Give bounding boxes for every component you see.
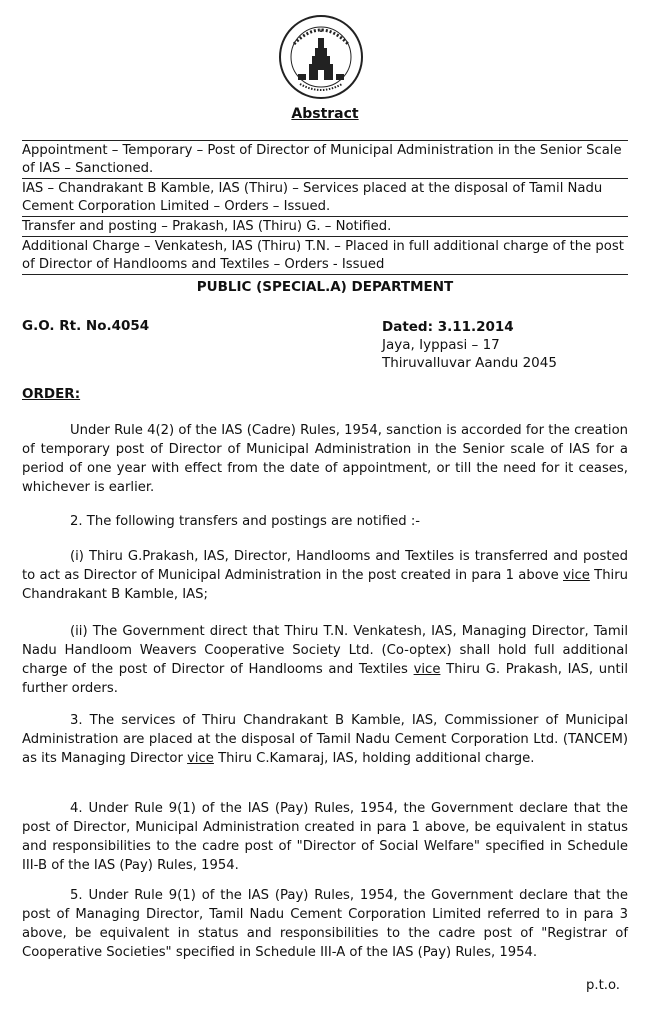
order-paragraph-5: 5. Under Rule 9(1) of the IAS (Pay) Rules, 1954, the Government declare that the post of Managing Director, Tamil Nadu Cement Corporation Limited referred to in para 3 above, be equivalent in status and responsibilities to the cadre post of "Registrar of Cooperative Societies" specified in Schedule III-A of the IAS (Pay) Rules, 1954.	[22, 888, 628, 960]
para-text: (ii) The Government direct that Thiru T.N. Venkatesh, IAS, Managing Director, Tamil Nadu Handloom Weavers Cooperative Society Ltd. (Co-optex) shall hold full additional charge of the post of Director of Handlooms and Textiles	[22, 624, 628, 677]
order-paragraph-2: 2. The following transfers and postings are notified :-	[70, 514, 421, 529]
thiruvalluvar-year: Thiruvalluvar Aandu 2045	[382, 355, 557, 371]
order-paragraph-2-i	[22, 547, 628, 604]
para-text: (i) Thiru G.Prakash, IAS, Director, Handlooms and Textiles is transferred and posted to act as Director of Municipal Administration in the post created in para 1 above	[22, 549, 628, 583]
para-text: 3. The services of Thiru Chandrakant B Kamble, IAS, Commissioner of Municipal Administration are placed at the disposal of Tamil Nadu Cement Corporation Ltd. (TANCEM) as its Managing Director	[22, 713, 628, 766]
abstract-title: Abstract	[291, 106, 359, 122]
abstract-subject-1: Appointment – Temporary – Post of Director of Municipal Administration in the Senior Scale of IAS – Sanctioned.	[22, 140, 628, 178]
para-text: Thiru G. Prakash, IAS, until further orders.	[22, 662, 628, 696]
date-block	[382, 318, 557, 372]
page-turn-over: p.t.o.	[586, 978, 620, 993]
order-paragraph-2-ii	[22, 622, 628, 698]
abstract-subject-3: Transfer and posting – Prakash, IAS (Thiru) G. – Notified.	[22, 216, 628, 236]
go-number: G.O. Rt. No.4054	[22, 318, 150, 334]
abstract-subject-4: Additional Charge – Venkatesh, IAS (Thiru) T.N. – Placed in full additional charge of the post of Director of Handlooms and Textiles – Orders - Issued	[22, 236, 628, 275]
para-text: Thiru C.Kamaraj, IAS, holding additional charge.	[213, 751, 535, 766]
tamil-nadu-emblem-icon	[278, 14, 364, 100]
dated: Dated: 3.11.2014	[382, 319, 514, 335]
tamil-date: Jaya, Iyppasi – 17	[382, 337, 500, 353]
abstract-subject-2: IAS – Chandrakant B Kamble, IAS (Thiru) – Services placed at the disposal of Tamil Nadu Cement Corporation Limited – Orders – Issued.	[22, 178, 628, 216]
para-text: Thiru Chandrakant B Kamble, IAS;	[22, 568, 628, 602]
department-name: PUBLIC (SPECIAL.A) DEPARTMENT	[196, 279, 454, 295]
order-paragraph-3	[22, 711, 628, 768]
vice-term: vice	[563, 568, 590, 583]
vice-term: vice	[187, 751, 214, 766]
order-heading: ORDER:	[22, 386, 81, 402]
order-paragraph-1: Under Rule 4(2) of the IAS (Cadre) Rules, 1954, sanction is accorded for the creation of temporary post of Director of Municipal Administration in the Senior scale of IAS for a period of one year with effect from the date of appointment, or till the need for it ceases, whichever is earlier.	[22, 423, 628, 495]
abstract-subjects	[22, 140, 628, 275]
vice-term: vice	[413, 662, 441, 677]
order-paragraph-4: 4. Under Rule 9(1) of the IAS (Pay) Rules, 1954, the Government declare that the post of Director, Municipal Administration created in para 1 above, be equivalent in status and responsibilities to the cadre post of "Director of Social Welfare" specified in Schedule III-B of the IAS (Pay) Rules, 1954.	[22, 801, 628, 873]
